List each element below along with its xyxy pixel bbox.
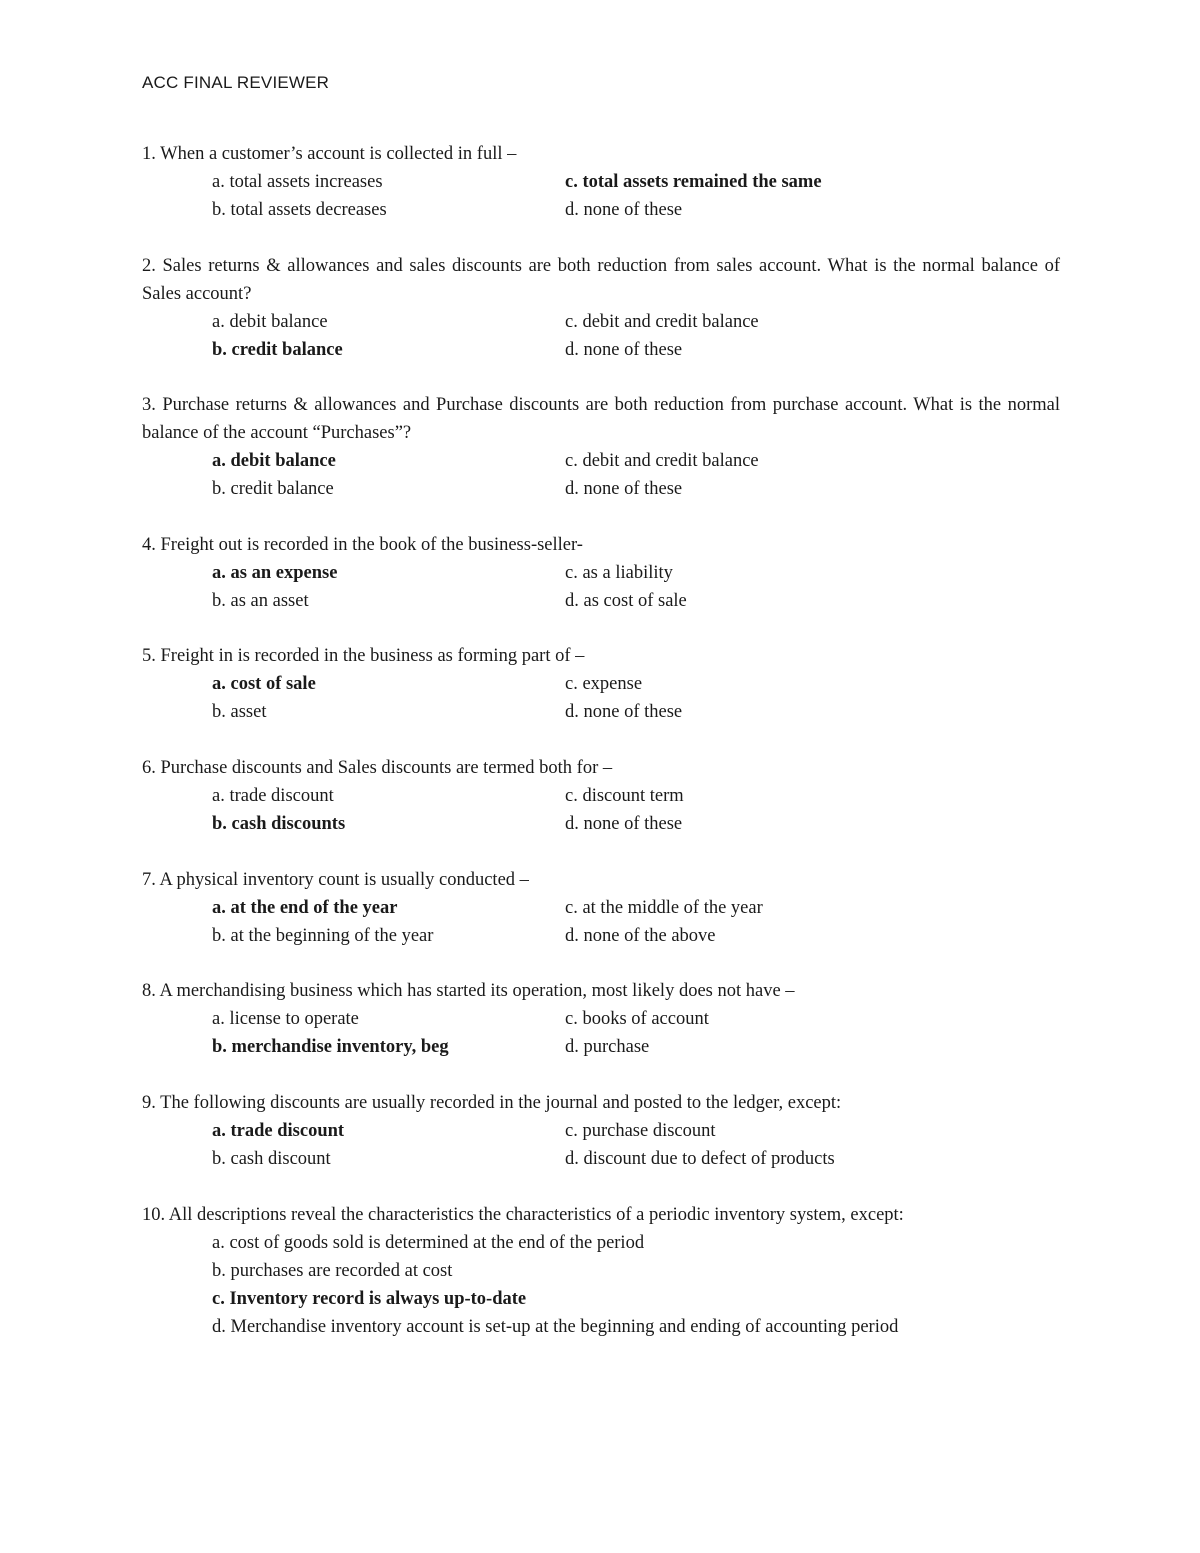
question-9-option-d: d. discount due to defect of products [565, 1149, 835, 1169]
question-6-option-b-answer: b. cash discounts [212, 814, 346, 834]
question-2-text: 2. Sales returns & allowances and sales discounts are both reduction from sales account. What is the normal balance of Sales account? [142, 256, 1060, 304]
question-6-text: 6. Purchase discounts and Sales discounts are termed both for – [142, 758, 613, 778]
question-4-option-a-answer: a. as an expense [212, 563, 338, 583]
question-7-option-c: c. at the middle of the year [565, 898, 763, 918]
question-6-option-a: a. trade discount [212, 786, 334, 806]
question-10-text: 10. All descriptions reveal the characteristics the characteristics of a periodic inventory system, except: [142, 1205, 904, 1225]
question-7-option-b: b. at the beginning of the year [212, 926, 434, 946]
question-6-option-c: c. discount term [565, 786, 684, 806]
question-9-option-a-answer: a. trade discount [212, 1121, 345, 1141]
question-2-option-a: a. debit balance [212, 312, 328, 332]
question-4-text: 4. Freight out is recorded in the book of the business-seller- [142, 535, 583, 555]
question-9-option-c: c. purchase discount [565, 1121, 716, 1141]
question-3-option-a-answer: a. debit balance [212, 451, 336, 471]
question-3-option-d: d. none of these [565, 479, 683, 499]
question-2-option-b-answer: b. credit balance [212, 340, 343, 360]
question-8-option-d: d. purchase [565, 1037, 650, 1057]
question-5-option-a-answer: a. cost of sale [212, 674, 316, 694]
question-4-option-c: c. as a liability [565, 563, 673, 583]
question-3-option-b: b. credit balance [212, 479, 334, 499]
question-7-text: 7. A physical inventory count is usually conducted – [142, 870, 529, 890]
question-5-option-b: b. asset [212, 702, 267, 722]
question-6-option-d: d. none of these [565, 814, 683, 834]
question-9-text: 9. The following discounts are usually recorded in the journal and posted to the ledger, except: [142, 1093, 842, 1113]
question-5-option-d: d. none of these [565, 702, 683, 722]
question-5-text: 5. Freight in is recorded in the business as forming part of – [142, 646, 585, 666]
question-10-option-a: a. cost of goods sold is determined at the end of the period [212, 1233, 645, 1253]
question-4-option-d: d. as cost of sale [565, 591, 687, 611]
question-1-option-d: d. none of these [565, 200, 683, 220]
question-5-option-c: c. expense [565, 674, 643, 694]
question-8-option-a: a. license to operate [212, 1009, 359, 1029]
question-7-option-d: d. none of the above [565, 926, 716, 946]
question-3-option-c: c. debit and credit balance [565, 451, 759, 471]
question-7-option-a-answer: a. at the end of the year [212, 898, 398, 918]
question-8-text: 8. A merchandising business which has started its operation, most likely does not have – [142, 981, 795, 1001]
question-2-option-c: c. debit and credit balance [565, 312, 759, 332]
question-10-option-d: d. Merchandise inventory account is set-up at the beginning and ending of accounting period [212, 1317, 899, 1337]
question-3-text: 3. Purchase returns & allowances and Purchase discounts are both reduction from purchase account. What is the normal balance of the account “Purchases”? [142, 395, 1060, 443]
question-1-text: 1. When a customer’s account is collected in full – [142, 144, 517, 164]
question-9-option-b: b. cash discount [212, 1149, 331, 1169]
question-10-option-b: b. purchases are recorded at cost [212, 1261, 453, 1281]
document-title: ACC FINAL REVIEWER [142, 73, 330, 92]
question-10-option-c-answer: c. Inventory record is always up-to-date [212, 1289, 527, 1309]
question-2-option-d: d. none of these [565, 340, 683, 360]
question-4-option-b: b. as an asset [212, 591, 309, 611]
question-8-option-c: c. books of account [565, 1009, 709, 1029]
question-1-option-c-answer: c. total assets remained the same [565, 172, 822, 192]
question-1-option-a: a. total assets increases [212, 172, 383, 192]
question-8-option-b-answer: b. merchandise inventory, beg [212, 1037, 449, 1057]
question-1-option-b: b. total assets decreases [212, 200, 387, 220]
